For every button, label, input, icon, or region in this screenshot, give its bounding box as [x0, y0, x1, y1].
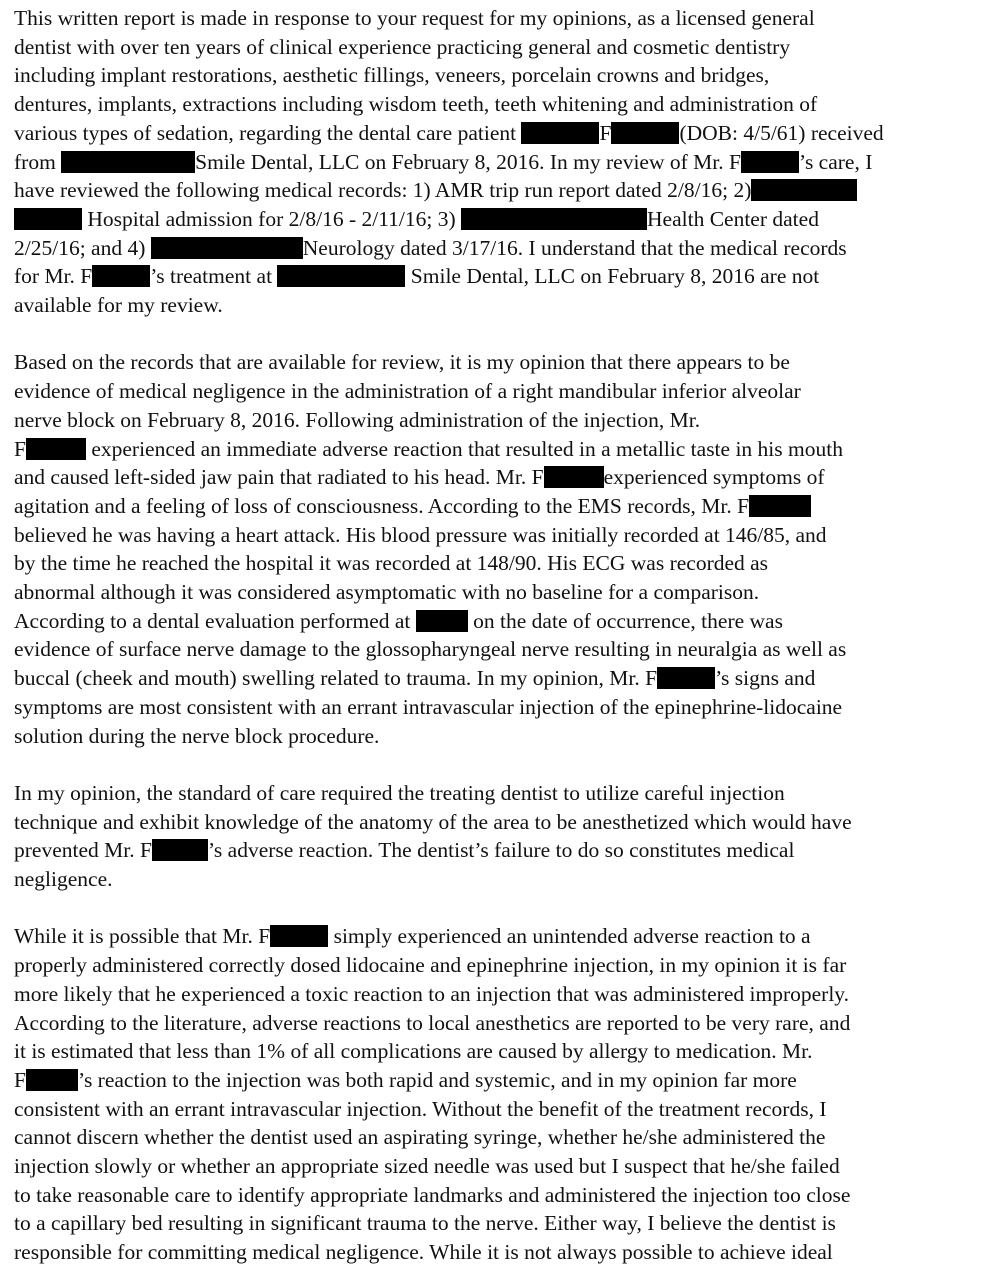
- text-line: nerve block on February 8, 2016. Following administration of the injection, Mr.: [14, 407, 701, 432]
- redaction-bar: [151, 237, 303, 259]
- text-line: including implant restorations, aesthetic fillings, veneers, porcelain crowns and bridges,: [14, 63, 770, 88]
- text-line: responsible for committing medical negligence. While it is not always possible to achieve ideal: [14, 1240, 833, 1265]
- text-line: agitation and a feeling of loss of consciousness. According to the EMS records, Mr. F: [14, 492, 991, 521]
- redaction-bar: [270, 925, 328, 947]
- text-line: and caused left-sided jaw pain that radiated to his head. Mr. F experienced symptoms of: [14, 465, 825, 490]
- text-line: dentist with over ten years of clinical experience practicing general and cosmetic dentistry: [14, 34, 791, 59]
- paragraph-3: [14, 779, 991, 894]
- text-line: prevented Mr. F ’s adverse reaction. The dentist’s failure to do so constitutes medical: [14, 838, 795, 863]
- text-line: cannot discern whether the dentist used an aspirating syringe, whether he/she administered the: [14, 1125, 826, 1150]
- text-line: Based on the records that are available for review, it is my opinion that there appears to be: [14, 350, 790, 375]
- text-line: According to the literature, adverse reactions to local anesthetics are reported to be very rare, and: [14, 1010, 851, 1035]
- text-line: by the time he reached the hospital it was recorded at 148/90. His ECG was recorded as: [14, 551, 769, 576]
- redaction-bar: [461, 208, 647, 230]
- paragraph-4: [14, 922, 991, 1266]
- text-line: 2/25/16; and 4) Neurology dated 3/17/16. I understand that the medical records: [14, 235, 847, 260]
- redaction-bar: [611, 122, 679, 144]
- text-line: to a capillary bed resulting in significant trauma to the nerve. Either way, I believe the dentist is: [14, 1211, 836, 1236]
- redaction-bar: [657, 667, 715, 689]
- text-line: This written report is made in response to your request for my opinions, as a licensed general: [14, 6, 815, 30]
- text-line: injection slowly or whether an appropriate sized needle was used but I suspect that he/she failed: [14, 1154, 840, 1179]
- text-line: solution during the nerve block procedure.: [14, 723, 380, 748]
- paragraph-1: [14, 4, 991, 320]
- text-line: available for my review.: [14, 293, 223, 318]
- redaction-bar: [521, 122, 599, 144]
- redaction-bar: [751, 179, 857, 201]
- text-line: F experienced an immediate adverse reaction that resulted in a metallic taste in his mouth: [14, 436, 843, 461]
- text-line: Hospital admission for 2/8/16 - 2/11/16; 3) Health Center dated: [14, 205, 991, 234]
- text-line: abnormal although it was considered asymptomatic with no baseline for a comparison.: [14, 580, 760, 605]
- text-line: symptoms are most consistent with an errant intravascular injection of the epinephrine-lidocaine: [14, 694, 843, 719]
- text-line: to take reasonable care to identify appropriate landmarks and administered the injection too close: [14, 1182, 851, 1207]
- text-line: dentures, implants, extractions including wisdom teeth, teeth whitening and administration of: [14, 92, 818, 117]
- text-line: negligence.: [14, 867, 113, 892]
- text-line: In my opinion, the standard of care required the treating dentist to utilize careful injection: [14, 780, 785, 805]
- redaction-bar: [749, 495, 811, 517]
- text-line: buccal (cheek and mouth) swelling related to trauma. In my opinion, Mr. F ’s signs and: [14, 666, 816, 691]
- redaction-bar: [152, 839, 208, 861]
- text-line: While it is possible that Mr. F simply experienced an unintended adverse reaction to a: [14, 924, 811, 949]
- redaction-bar: [14, 208, 82, 230]
- text-line: evidence of surface nerve damage to the glossopharyngeal nerve resulting in neuralgia as well as: [14, 637, 847, 662]
- redaction-bar: [416, 610, 468, 632]
- text-line: from Smile Dental, LLC on February 8, 2016. In my review of Mr. F ’s care, I: [14, 149, 873, 174]
- text-line: believed he was having a heart attack. His blood pressure was initially recorded at 146/85, and: [14, 522, 827, 547]
- redaction-bar: [544, 466, 604, 488]
- text-line: more likely that he experienced a toxic reaction to an injection that was administered improperly.: [14, 981, 850, 1006]
- redaction-bar: [741, 151, 799, 173]
- paragraph-2: [14, 348, 991, 750]
- text-line: F ’s reaction to the injection was both rapid and systemic, and in my opinion far more: [14, 1067, 797, 1092]
- text-line: properly administered correctly dosed lidocaine and epinephrine injection, in my opinion it is far: [14, 953, 847, 978]
- text-line: it is estimated that less than 1% of all complications are caused by allergy to medication. Mr.: [14, 1039, 813, 1064]
- redaction-bar: [61, 151, 195, 173]
- text-line: for Mr. F ’s treatment at Smile Dental, LLC on February 8, 2016 are not: [14, 264, 820, 289]
- text-line: technique and exhibit knowledge of the anatomy of the area to be anesthetized which would have: [14, 809, 852, 834]
- text-line: consistent with an errant intravascular injection. Without the benefit of the treatment records, I: [14, 1096, 827, 1121]
- text-line: have reviewed the following medical records: 1) AMR trip run report dated 2/8/16; 2): [14, 176, 991, 205]
- redaction-bar: [26, 1069, 78, 1091]
- redaction-bar: [26, 438, 86, 460]
- redaction-bar: [92, 265, 150, 287]
- text-line: evidence of medical negligence in the administration of a right mandibular inferior alveolar: [14, 379, 801, 404]
- text-line: various types of sedation, regarding the dental care patient F (DOB: 4/5/61) received: [14, 120, 884, 145]
- redaction-bar: [277, 265, 405, 287]
- text-line: According to a dental evaluation performed at on the date of occurrence, there was: [14, 608, 783, 633]
